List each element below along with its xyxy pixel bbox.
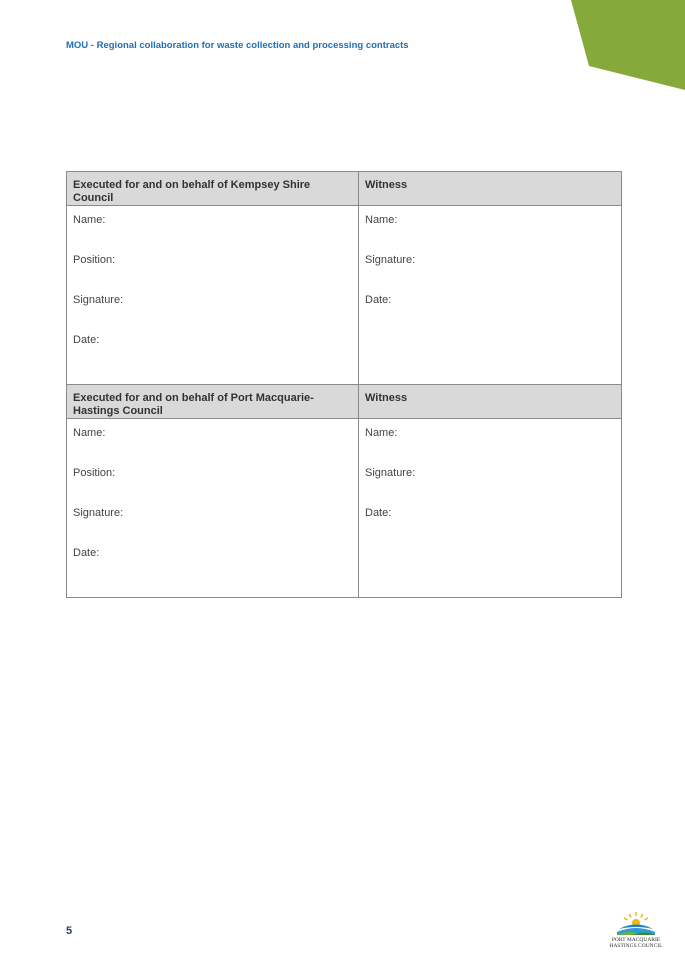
witness-heading: Witness (359, 385, 622, 419)
signature-table (66, 171, 622, 598)
logo-line-1: PORT MACQUARIE (611, 937, 661, 943)
witness-name-field-label: Name: (365, 214, 398, 226)
witness-date-field-label: Date: (365, 507, 392, 519)
signature-block-header (67, 172, 622, 206)
executed-by-heading: Executed for and on behalf of Port Macquarie-Hastings Council (67, 385, 359, 419)
logo-line-2: HASTINGS COUNCIL (609, 943, 663, 949)
witness-heading: Witness (359, 172, 622, 206)
signature-block-header (67, 385, 622, 419)
executor-fields (67, 206, 359, 385)
page-number: 5 (66, 925, 73, 937)
signature-block-body (67, 206, 622, 385)
document-header-title: MOU - Regional collaboration for waste collection and processing contracts (66, 40, 409, 51)
executor-fields (67, 419, 359, 598)
name-field-label: Name: (73, 427, 106, 439)
witness-signature-field-label: Signature: (365, 254, 416, 266)
position-field-label: Position: (73, 254, 116, 266)
date-field-label: Date: (73, 334, 100, 346)
position-field-label: Position: (73, 467, 116, 479)
witness-fields (359, 419, 622, 598)
witness-signature-field-label: Signature: (365, 467, 416, 479)
signature-field-label: Signature: (73, 507, 124, 519)
executed-by-heading: Executed for and on behalf of Kempsey Shire Council (67, 172, 359, 206)
corner-accent-shape (565, 0, 685, 92)
witness-fields (359, 206, 622, 385)
council-logo-text (605, 937, 667, 949)
signature-block-body (67, 419, 622, 598)
signature-field-label: Signature: (73, 294, 124, 306)
name-field-label: Name: (73, 214, 106, 226)
witness-date-field-label: Date: (365, 294, 392, 306)
witness-name-field-label: Name: (365, 427, 398, 439)
date-field-label: Date: (73, 547, 100, 559)
